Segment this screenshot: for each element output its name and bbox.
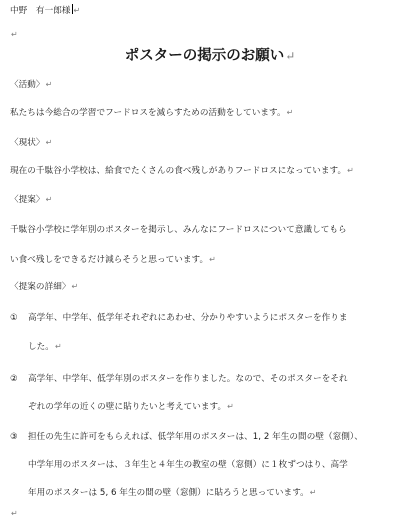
status-heading <box>10 137 52 149</box>
detail-item-1-text-cont: した。 <box>28 342 54 352</box>
title-text: ポスターの掲示のお願い <box>124 47 285 64</box>
empty-paragraph <box>10 29 18 41</box>
detail-item-2-line-1 <box>10 373 348 385</box>
paragraph-mark-icon: ↵ <box>285 49 296 63</box>
paragraph-mark-icon: ↵ <box>71 282 79 291</box>
document-title <box>0 47 420 65</box>
detail-item-1-line-1 <box>10 312 348 324</box>
paragraph-mark-icon: ↵ <box>286 108 294 117</box>
paragraph-mark-icon: ↵ <box>309 488 317 497</box>
status-heading-text: 〈現状〉 <box>10 138 45 148</box>
recipient-name: 中野 有一郎様 <box>10 6 71 16</box>
proposal-heading <box>10 194 52 206</box>
detail-item-1-line-2 <box>28 341 62 353</box>
paragraph-mark-icon: ↵ <box>45 195 53 204</box>
status-body: 現在の千駄谷小学校は、給食でたくさんの食べ残しがありフードロスになっています。 <box>10 166 347 176</box>
paragraph-mark-icon: ↵ <box>227 402 234 411</box>
proposal-body-2: い食べ残しをできるだけ減らそうと思っています。 <box>10 255 209 265</box>
activity-body: 私たちは今総合の学習でフードロスを減らすための活動をしています。 <box>10 108 286 118</box>
detail-item-3-line-1 <box>10 431 363 443</box>
proposal-line-1 <box>10 224 347 236</box>
paragraph-mark-icon: ↵ <box>209 255 216 264</box>
detail-item-2-text-cont: ぞれの学年の近くの壁に貼りたいと考えています。 <box>28 402 227 412</box>
details-heading <box>10 281 78 293</box>
status-text <box>10 165 354 177</box>
activity-heading-text: 〈活動〉 <box>10 80 45 90</box>
details-heading-text: 〈提案の詳細〉 <box>10 282 71 292</box>
detail-item-1-text: 高学年、中学年、低学年それぞれにあわせ、分かりやすいようにポスターを作りま <box>28 313 348 323</box>
detail-item-3-line-3 <box>28 487 317 499</box>
list-number: ② <box>10 374 18 384</box>
list-number: ① <box>10 313 18 323</box>
activity-heading <box>10 79 52 91</box>
paragraph-mark-icon: ↵ <box>73 6 81 15</box>
detail-item-3-text-cont: 中学年用のポスターは、３年生と４年生の教室の壁（窓側）に１枚ずつはり、高学 <box>28 460 348 470</box>
proposal-body-1: 千駄谷小学校に学年別のポスターを掲示し、みんなにフードロスについて意識してもら <box>10 225 347 235</box>
detail-item-2-text: 高学年、中学年、低学年別のポスターを作りました。なので、そのポスターをそれ <box>28 374 348 384</box>
empty-paragraph <box>10 508 18 520</box>
detail-item-3-text: 担任の先生に許可をもらえれば、低学年用のポスターは、1, 2 年生の間の壁（窓側）、 <box>28 432 363 442</box>
detail-item-2-line-2 <box>28 401 234 413</box>
detail-item-3-line-2 <box>28 459 348 471</box>
list-number: ③ <box>10 432 18 442</box>
paragraph-mark-icon: ↵ <box>11 509 18 518</box>
paragraph-mark-icon: ↵ <box>45 80 53 89</box>
paragraph-mark-icon: ↵ <box>347 166 354 175</box>
paragraph-mark-icon: ↵ <box>45 138 53 147</box>
recipient-line <box>10 4 80 17</box>
proposal-line-2 <box>10 254 216 266</box>
detail-item-3-text-cont-2: 年用のポスターは 5, 6 年生の間の壁（窓側）に貼ろうと思っています。 <box>28 488 309 498</box>
text-cursor <box>72 4 73 14</box>
activity-text <box>10 107 293 119</box>
paragraph-mark-icon: ↵ <box>11 30 18 39</box>
paragraph-mark-icon: ↵ <box>54 342 62 351</box>
proposal-heading-text: 〈提案〉 <box>10 195 45 205</box>
